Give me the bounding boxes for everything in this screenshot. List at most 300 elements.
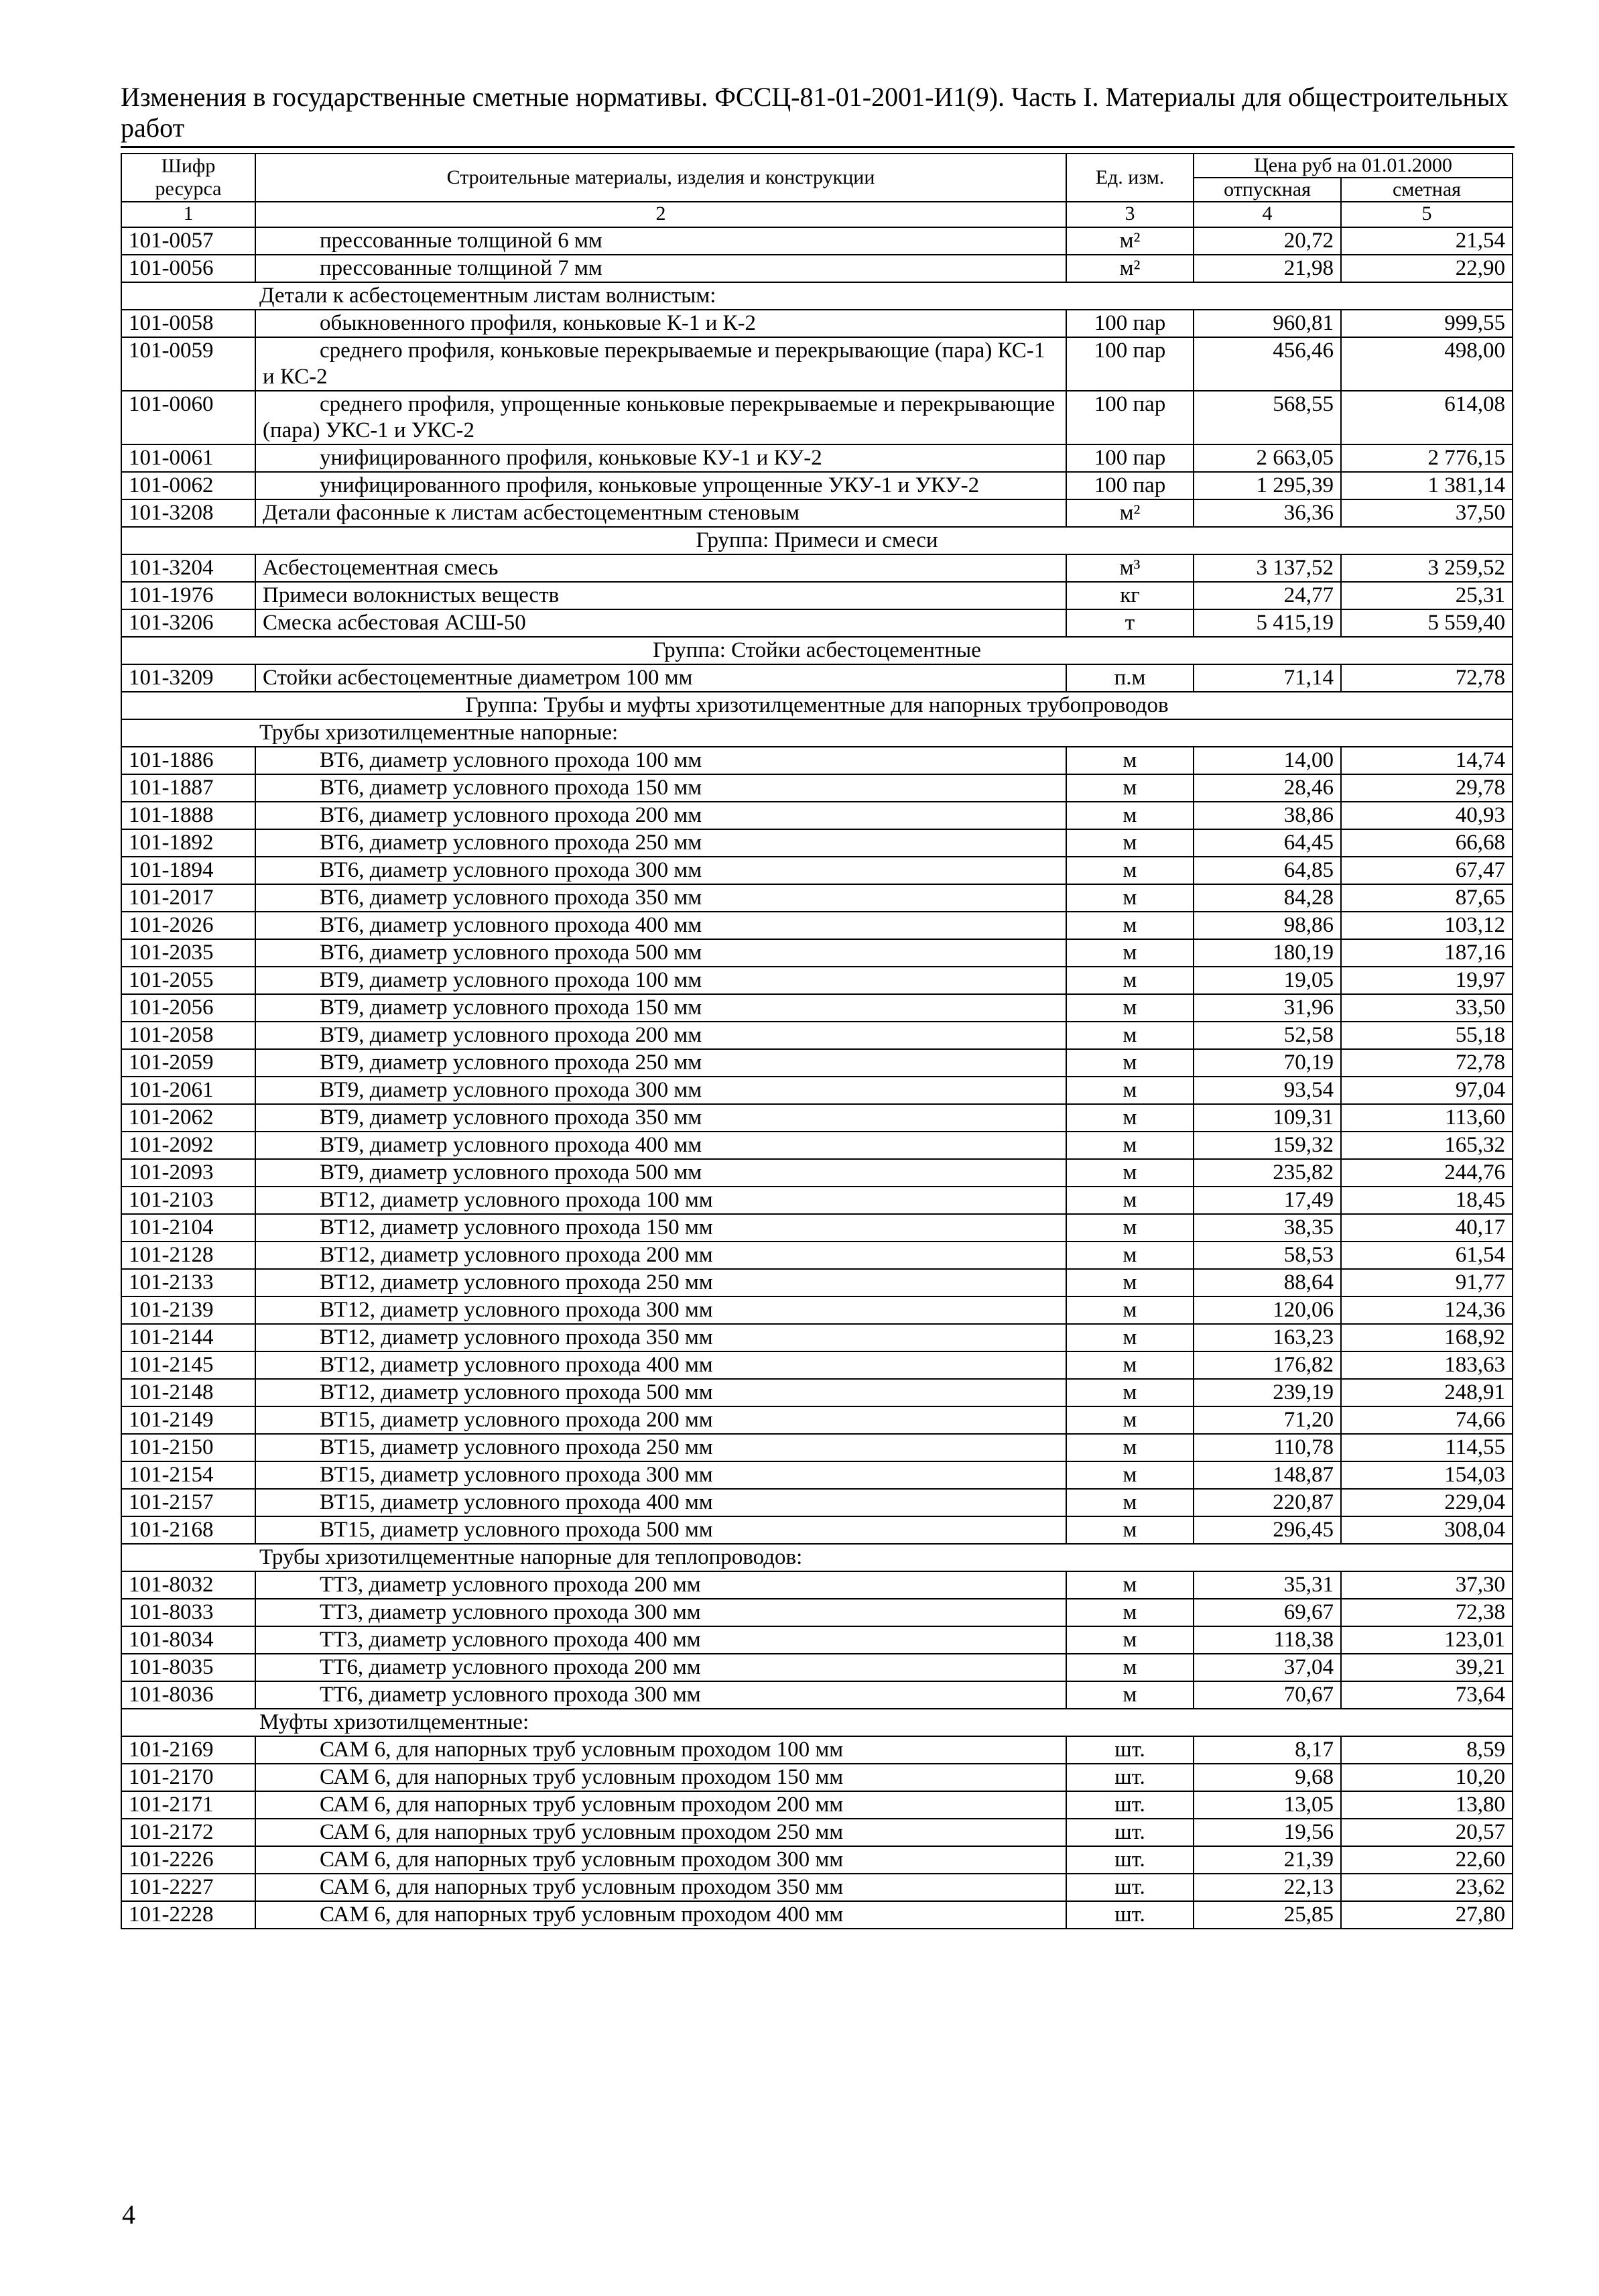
group-heading-mixes: Группа: Примеси и смеси — [121, 527, 1513, 554]
unit-cell: м — [1066, 939, 1194, 967]
header-rule — [121, 146, 1515, 148]
table-row — [121, 1736, 1513, 1764]
resource-code-cell: 101-2145 — [121, 1351, 255, 1379]
col-number-4: 4 — [1194, 202, 1341, 227]
resource-code-cell: 101-2058 — [121, 1022, 255, 1049]
material-name-cell: ТТ6, диаметр условного прохода 200 мм — [255, 1654, 1066, 1681]
group-posts-heading — [121, 637, 1513, 664]
material-name-cell: САМ 6, для напорных труб условным проходом 150 мм — [255, 1764, 1066, 1791]
estimate-price-cell: 1 381,14 — [1341, 472, 1513, 499]
unit-cell: шт. — [1066, 1901, 1194, 1929]
estimate-price-cell: 97,04 — [1341, 1077, 1513, 1104]
release-price-cell: 98,86 — [1194, 912, 1341, 939]
estimate-price-cell: 3 259,52 — [1341, 554, 1513, 582]
unit-cell: м² — [1066, 227, 1194, 255]
unit-cell: шт. — [1066, 1791, 1194, 1819]
release-price-cell: 239,19 — [1194, 1379, 1341, 1406]
release-price-cell: 110,78 — [1194, 1434, 1341, 1461]
material-name-cell: ВТ9, диаметр условного прохода 250 мм — [255, 1049, 1066, 1077]
resource-code-cell: 101-2092 — [121, 1132, 255, 1159]
release-price-cell: 176,82 — [1194, 1351, 1341, 1379]
section-heat-heading — [121, 1544, 1513, 1571]
material-name-cell: САМ 6, для напорных труб условным проходом 350 мм — [255, 1874, 1066, 1901]
estimate-price-cell: 55,18 — [1341, 1022, 1513, 1049]
resource-code-cell: 101-2157 — [121, 1489, 255, 1516]
estimate-price-cell: 74,66 — [1341, 1406, 1513, 1434]
resource-code-cell: 101-2154 — [121, 1461, 255, 1489]
table-row — [121, 391, 1513, 444]
release-price-cell: 180,19 — [1194, 939, 1341, 967]
resource-code-cell: 101-2226 — [121, 1846, 255, 1874]
resource-code-cell: 101-0056 — [121, 255, 255, 282]
material-name-cell: среднего профиля, упрощенные коньковые перекрываемые и перекрывающие (пара) УКС-1 и УКС-2 — [255, 391, 1066, 444]
material-name-cell: ВТ9, диаметр условного прохода 150 мм — [255, 994, 1066, 1022]
material-name-cell: ВТ6, диаметр условного прохода 100 мм — [255, 747, 1066, 774]
unit-cell: м — [1066, 1654, 1194, 1681]
col-number-3: 3 — [1066, 202, 1194, 227]
material-name-cell: ВТ15, диаметр условного прохода 200 мм — [255, 1406, 1066, 1434]
material-name-cell: САМ 6, для напорных труб условным проходом 100 мм — [255, 1736, 1066, 1764]
release-price-cell: 31,96 — [1194, 994, 1341, 1022]
unit-cell: м — [1066, 1324, 1194, 1351]
release-price-cell: 2 663,05 — [1194, 444, 1341, 472]
unit-cell: м — [1066, 994, 1194, 1022]
material-name-cell: Смеска асбестовая АСШ-50 — [255, 609, 1066, 637]
section-mixes — [121, 554, 1513, 637]
resource-code-cell: 101-0057 — [121, 227, 255, 255]
section-facade-details — [121, 499, 1513, 527]
unit-cell: т — [1066, 609, 1194, 637]
unit-cell: м — [1066, 857, 1194, 884]
unit-cell: м — [1066, 1159, 1194, 1187]
unit-cell: м — [1066, 1104, 1194, 1132]
release-price-cell: 9,68 — [1194, 1764, 1341, 1791]
resource-code-cell: 101-1886 — [121, 747, 255, 774]
release-price-cell: 25,85 — [1194, 1901, 1341, 1929]
page-number: 4 — [122, 2199, 135, 2230]
table-row — [121, 1406, 1513, 1434]
unit-cell: шт. — [1066, 1874, 1194, 1901]
estimate-price-cell: 91,77 — [1341, 1269, 1513, 1296]
estimate-price-cell: 72,78 — [1341, 664, 1513, 692]
table-row — [121, 1626, 1513, 1654]
table-row — [121, 1489, 1513, 1516]
table-row — [121, 939, 1513, 967]
resource-code-cell: 101-0060 — [121, 391, 255, 444]
unit-cell: шт. — [1066, 1764, 1194, 1791]
material-name-cell: ВТ6, диаметр условного прохода 400 мм — [255, 912, 1066, 939]
material-name-cell: ВТ15, диаметр условного прохода 300 мм — [255, 1461, 1066, 1489]
release-price-cell: 71,20 — [1194, 1406, 1341, 1434]
unit-cell: м — [1066, 1379, 1194, 1406]
estimate-price-cell: 29,78 — [1341, 774, 1513, 802]
table-row — [121, 1846, 1513, 1874]
estimate-price-cell: 87,65 — [1341, 884, 1513, 912]
release-price-cell: 37,04 — [1194, 1654, 1341, 1681]
resource-code-cell: 101-2093 — [121, 1159, 255, 1187]
table-row — [121, 1104, 1513, 1132]
resource-code-cell: 101-8035 — [121, 1654, 255, 1681]
estimate-price-cell: 66,68 — [1341, 829, 1513, 857]
table-row — [121, 554, 1513, 582]
release-price-cell: 20,72 — [1194, 227, 1341, 255]
unit-cell: 100 пар — [1066, 444, 1194, 472]
estimate-price-cell: 14,74 — [1341, 747, 1513, 774]
estimate-price-cell: 248,91 — [1341, 1379, 1513, 1406]
release-price-cell: 36,36 — [1194, 499, 1341, 527]
unit-cell: шт. — [1066, 1846, 1194, 1874]
release-price-cell: 5 415,19 — [1194, 609, 1341, 637]
resource-code-cell: 101-2062 — [121, 1104, 255, 1132]
table-row — [121, 1819, 1513, 1846]
resource-code-cell: 101-2133 — [121, 1269, 255, 1296]
material-name-cell: унифицированного профиля, коньковые упрощенные УКУ-1 и УКУ-2 — [255, 472, 1066, 499]
estimate-price-cell: 113,60 — [1341, 1104, 1513, 1132]
table-row — [121, 499, 1513, 527]
unit-cell: м — [1066, 1077, 1194, 1104]
resource-code-cell: 101-3206 — [121, 609, 255, 637]
release-price-cell: 3 137,52 — [1194, 554, 1341, 582]
table-row — [121, 774, 1513, 802]
table-row — [121, 884, 1513, 912]
unit-cell: м — [1066, 1022, 1194, 1049]
unit-cell: м — [1066, 802, 1194, 829]
table-row — [121, 444, 1513, 472]
resource-code-cell: 101-2017 — [121, 884, 255, 912]
resource-code-cell: 101-2170 — [121, 1764, 255, 1791]
col-header-release: отпускная — [1194, 178, 1341, 202]
resource-code-cell: 101-2150 — [121, 1434, 255, 1461]
material-name-cell: ВТ6, диаметр условного прохода 300 мм — [255, 857, 1066, 884]
subheading-pipes: Трубы хризотилцементные напорные: — [121, 719, 1513, 747]
material-name-cell: среднего профиля, коньковые перекрываемые и перекрывающие (пара) КС-1 и КС-2 — [255, 337, 1066, 391]
group-pipes-heading — [121, 692, 1513, 719]
table-row — [121, 1242, 1513, 1269]
section-pipes — [121, 747, 1513, 1544]
table-row — [121, 1159, 1513, 1187]
estimate-price-cell: 229,04 — [1341, 1489, 1513, 1516]
resource-code-cell: 101-1888 — [121, 802, 255, 829]
table-row — [121, 255, 1513, 282]
table-row — [121, 1351, 1513, 1379]
estimate-price-cell: 498,00 — [1341, 337, 1513, 391]
estimate-price-cell: 165,32 — [1341, 1132, 1513, 1159]
col-header-code: Шифр ресурса — [121, 154, 255, 202]
resource-code-cell: 101-2128 — [121, 1242, 255, 1269]
resource-code-cell: 101-2227 — [121, 1874, 255, 1901]
release-price-cell: 70,67 — [1194, 1681, 1341, 1709]
release-price-cell: 19,56 — [1194, 1819, 1341, 1846]
col-header-estimate: сметная — [1341, 178, 1513, 202]
material-name-cell: ВТ15, диаметр условного прохода 250 мм — [255, 1434, 1066, 1461]
unit-cell: м — [1066, 1434, 1194, 1461]
table-row — [121, 1296, 1513, 1324]
material-name-cell: Примеси волокнистых веществ — [255, 582, 1066, 609]
material-name-cell: ВТ12, диаметр условного прохода 300 мм — [255, 1296, 1066, 1324]
unit-cell: м² — [1066, 255, 1194, 282]
material-name-cell: ВТ6, диаметр условного прохода 500 мм — [255, 939, 1066, 967]
material-name-cell: ВТ6, диаметр условного прохода 350 мм — [255, 884, 1066, 912]
unit-cell: м — [1066, 1214, 1194, 1242]
material-name-cell: унифицированного профиля, коньковые КУ-1 и КУ-2 — [255, 444, 1066, 472]
release-price-cell: 120,06 — [1194, 1296, 1341, 1324]
unit-cell: м — [1066, 1681, 1194, 1709]
unit-cell: м — [1066, 912, 1194, 939]
table-row — [121, 1269, 1513, 1296]
table-row — [121, 1874, 1513, 1901]
estimate-price-cell: 72,38 — [1341, 1599, 1513, 1626]
estimate-price-cell: 40,17 — [1341, 1214, 1513, 1242]
resource-code-cell: 101-0062 — [121, 472, 255, 499]
estimate-price-cell: 614,08 — [1341, 391, 1513, 444]
table-row — [121, 1599, 1513, 1626]
price-table — [121, 153, 1513, 1929]
estimate-price-cell: 18,45 — [1341, 1187, 1513, 1214]
resource-code-cell: 101-1887 — [121, 774, 255, 802]
estimate-price-cell: 114,55 — [1341, 1434, 1513, 1461]
material-name-cell: ВТ12, диаметр условного прохода 350 мм — [255, 1324, 1066, 1351]
estimate-price-cell: 67,47 — [1341, 857, 1513, 884]
table-row — [121, 310, 1513, 337]
estimate-price-cell: 2 776,15 — [1341, 444, 1513, 472]
estimate-price-cell: 61,54 — [1341, 1242, 1513, 1269]
table-row — [121, 1764, 1513, 1791]
material-name-cell: САМ 6, для напорных труб условным проходом 250 мм — [255, 1819, 1066, 1846]
release-price-cell: 88,64 — [1194, 1269, 1341, 1296]
estimate-price-cell: 22,90 — [1341, 255, 1513, 282]
resource-code-cell: 101-2168 — [121, 1516, 255, 1544]
estimate-price-cell: 13,80 — [1341, 1791, 1513, 1819]
table-row — [121, 1132, 1513, 1159]
resource-code-cell: 101-2149 — [121, 1406, 255, 1434]
unit-cell: м — [1066, 1242, 1194, 1269]
resource-code-cell: 101-8036 — [121, 1681, 255, 1709]
resource-code-cell: 101-2172 — [121, 1819, 255, 1846]
resource-code-cell: 101-2148 — [121, 1379, 255, 1406]
release-price-cell: 69,67 — [1194, 1599, 1341, 1626]
section-heat-pipes — [121, 1571, 1513, 1709]
material-name-cell: ВТ15, диаметр условного прохода 400 мм — [255, 1489, 1066, 1516]
section-details — [121, 310, 1513, 499]
section-sheets — [121, 227, 1513, 282]
release-price-cell: 21,98 — [1194, 255, 1341, 282]
group-heading-pipes: Группа: Трубы и муфты хризотилцементные для напорных трубопроводов — [121, 692, 1513, 719]
table-row — [121, 1379, 1513, 1406]
table-row — [121, 664, 1513, 692]
unit-cell: м — [1066, 1516, 1194, 1544]
unit-cell: 100 пар — [1066, 472, 1194, 499]
estimate-price-cell: 124,36 — [1341, 1296, 1513, 1324]
unit-cell: м — [1066, 1626, 1194, 1654]
material-name-cell: САМ 6, для напорных труб условным проходом 400 мм — [255, 1901, 1066, 1929]
unit-cell: м — [1066, 1406, 1194, 1434]
col-header-name: Строительные материалы, изделия и конструкции — [255, 154, 1066, 202]
release-price-cell: 21,39 — [1194, 1846, 1341, 1874]
resource-code-cell: 101-0059 — [121, 337, 255, 391]
release-price-cell: 118,38 — [1194, 1626, 1341, 1654]
table-row — [121, 1654, 1513, 1681]
estimate-price-cell: 244,76 — [1341, 1159, 1513, 1187]
resource-code-cell: 101-2139 — [121, 1296, 255, 1324]
estimate-price-cell: 39,21 — [1341, 1654, 1513, 1681]
estimate-price-cell: 33,50 — [1341, 994, 1513, 1022]
material-name-cell: ТТ3, диаметр условного прохода 300 мм — [255, 1599, 1066, 1626]
table-row — [121, 1681, 1513, 1709]
table-row — [121, 582, 1513, 609]
release-price-cell: 568,55 — [1194, 391, 1341, 444]
estimate-price-cell: 8,59 — [1341, 1736, 1513, 1764]
subheading-details: Детали к асбестоцементным листам волнистым: — [121, 282, 1513, 310]
release-price-cell: 70,19 — [1194, 1049, 1341, 1077]
table-row — [121, 857, 1513, 884]
table-head — [121, 154, 1513, 227]
unit-cell: м — [1066, 774, 1194, 802]
material-name-cell: ВТ9, диаметр условного прохода 350 мм — [255, 1104, 1066, 1132]
estimate-price-cell: 154,03 — [1341, 1461, 1513, 1489]
table-row — [121, 994, 1513, 1022]
resource-code-cell: 101-2055 — [121, 967, 255, 994]
material-name-cell: ВТ12, диаметр условного прохода 150 мм — [255, 1214, 1066, 1242]
resource-code-cell: 101-2144 — [121, 1324, 255, 1351]
material-name-cell: ВТ12, диаметр условного прохода 200 мм — [255, 1242, 1066, 1269]
release-price-cell: 24,77 — [1194, 582, 1341, 609]
release-price-cell: 14,00 — [1194, 747, 1341, 774]
table-row — [121, 1434, 1513, 1461]
material-name-cell: САМ 6, для напорных труб условным проходом 200 мм — [255, 1791, 1066, 1819]
unit-cell: м — [1066, 1571, 1194, 1599]
table-row — [121, 337, 1513, 391]
release-price-cell: 64,85 — [1194, 857, 1341, 884]
section-pipes-heading — [121, 719, 1513, 747]
material-name-cell: ВТ9, диаметр условного прохода 100 мм — [255, 967, 1066, 994]
estimate-price-cell: 21,54 — [1341, 227, 1513, 255]
estimate-price-cell: 72,78 — [1341, 1049, 1513, 1077]
estimate-price-cell: 27,80 — [1341, 1901, 1513, 1929]
material-name-cell: ВТ9, диаметр условного прохода 300 мм — [255, 1077, 1066, 1104]
release-price-cell: 163,23 — [1194, 1324, 1341, 1351]
material-name-cell: ВТ6, диаметр условного прохода 150 мм — [255, 774, 1066, 802]
resource-code-cell: 101-3209 — [121, 664, 255, 692]
release-price-cell: 52,58 — [1194, 1022, 1341, 1049]
resource-code-cell: 101-2103 — [121, 1187, 255, 1214]
col-number-2: 2 — [255, 202, 1066, 227]
estimate-price-cell: 5 559,40 — [1341, 609, 1513, 637]
release-price-cell: 35,31 — [1194, 1571, 1341, 1599]
material-name-cell: Асбестоцементная смесь — [255, 554, 1066, 582]
estimate-price-cell: 183,63 — [1341, 1351, 1513, 1379]
table-row — [121, 747, 1513, 774]
table-row — [121, 1791, 1513, 1819]
release-price-cell: 71,14 — [1194, 664, 1341, 692]
release-price-cell: 19,05 — [1194, 967, 1341, 994]
material-name-cell: ТТ3, диаметр условного прохода 400 мм — [255, 1626, 1066, 1654]
resource-code-cell: 101-1894 — [121, 857, 255, 884]
release-price-cell: 296,45 — [1194, 1516, 1341, 1544]
table-row — [121, 609, 1513, 637]
unit-cell: 100 пар — [1066, 310, 1194, 337]
material-name-cell: ВТ12, диаметр условного прохода 400 мм — [255, 1351, 1066, 1379]
unit-cell: м — [1066, 747, 1194, 774]
material-name-cell: ВТ15, диаметр условного прохода 500 мм — [255, 1516, 1066, 1544]
section-couplings — [121, 1736, 1513, 1929]
unit-cell: м — [1066, 1187, 1194, 1214]
release-price-cell: 109,31 — [1194, 1104, 1341, 1132]
unit-cell: м — [1066, 1269, 1194, 1296]
material-name-cell: прессованные толщиной 6 мм — [255, 227, 1066, 255]
material-name-cell: ВТ9, диаметр условного прохода 400 мм — [255, 1132, 1066, 1159]
resource-code-cell: 101-8032 — [121, 1571, 255, 1599]
table-row — [121, 1516, 1513, 1544]
table-row — [121, 967, 1513, 994]
table-row — [121, 1901, 1513, 1929]
unit-cell: м — [1066, 829, 1194, 857]
resource-code-cell: 101-1976 — [121, 582, 255, 609]
table-row — [121, 1461, 1513, 1489]
resource-code-cell: 101-2228 — [121, 1901, 255, 1929]
estimate-price-cell: 19,97 — [1341, 967, 1513, 994]
col-number-1: 1 — [121, 202, 255, 227]
estimate-price-cell: 103,12 — [1341, 912, 1513, 939]
resource-code-cell: 101-0058 — [121, 310, 255, 337]
resource-code-cell: 101-2104 — [121, 1214, 255, 1242]
estimate-price-cell: 25,31 — [1341, 582, 1513, 609]
material-name-cell: ВТ9, диаметр условного прохода 500 мм — [255, 1159, 1066, 1187]
resource-code-cell: 101-2035 — [121, 939, 255, 967]
material-name-cell: ВТ12, диаметр условного прохода 250 мм — [255, 1269, 1066, 1296]
material-name-cell: обыкновенного профиля, коньковые К-1 и К-2 — [255, 310, 1066, 337]
unit-cell: 100 пар — [1066, 337, 1194, 391]
estimate-price-cell: 123,01 — [1341, 1626, 1513, 1654]
table-row — [121, 1077, 1513, 1104]
unit-cell: м — [1066, 1049, 1194, 1077]
release-price-cell: 28,46 — [1194, 774, 1341, 802]
unit-cell: м — [1066, 1489, 1194, 1516]
release-price-cell: 960,81 — [1194, 310, 1341, 337]
table-row — [121, 1049, 1513, 1077]
release-price-cell: 84,28 — [1194, 884, 1341, 912]
unit-cell: м³ — [1066, 554, 1194, 582]
estimate-price-cell: 73,64 — [1341, 1681, 1513, 1709]
resource-code-cell: 101-2059 — [121, 1049, 255, 1077]
resource-code-cell: 101-8034 — [121, 1626, 255, 1654]
release-price-cell: 456,46 — [1194, 337, 1341, 391]
estimate-price-cell: 37,50 — [1341, 499, 1513, 527]
table-row — [121, 1187, 1513, 1214]
estimate-price-cell: 999,55 — [1341, 310, 1513, 337]
material-name-cell: ВТ12, диаметр условного прохода 100 мм — [255, 1187, 1066, 1214]
resource-code-cell: 101-2061 — [121, 1077, 255, 1104]
col-header-unit: Ед. изм. — [1066, 154, 1194, 202]
unit-cell: м — [1066, 1296, 1194, 1324]
unit-cell: п.м — [1066, 664, 1194, 692]
unit-cell: м — [1066, 1351, 1194, 1379]
material-name-cell: Стойки асбестоцементные диаметром 100 мм — [255, 664, 1066, 692]
unit-cell: м — [1066, 884, 1194, 912]
unit-cell: кг — [1066, 582, 1194, 609]
estimate-price-cell: 20,57 — [1341, 1819, 1513, 1846]
subheading-couplings: Муфты хризотилцементные: — [121, 1709, 1513, 1736]
estimate-price-cell: 37,30 — [1341, 1571, 1513, 1599]
release-price-cell: 235,82 — [1194, 1159, 1341, 1187]
section-posts — [121, 664, 1513, 692]
unit-cell: м — [1066, 1461, 1194, 1489]
table-row — [121, 829, 1513, 857]
release-price-cell: 58,53 — [1194, 1242, 1341, 1269]
material-name-cell: ТТ3, диаметр условного прохода 200 мм — [255, 1571, 1066, 1599]
resource-code-cell: 101-2171 — [121, 1791, 255, 1819]
estimate-price-cell: 168,92 — [1341, 1324, 1513, 1351]
material-name-cell: ВТ9, диаметр условного прохода 200 мм — [255, 1022, 1066, 1049]
